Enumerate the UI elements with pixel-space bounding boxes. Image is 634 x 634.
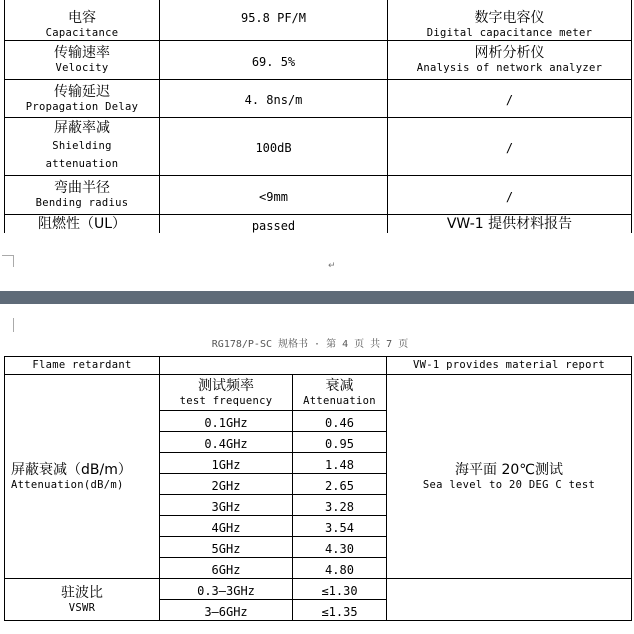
- method-label-en: Digital capacitance meter: [426, 27, 593, 39]
- item-cell: [5, 118, 160, 176]
- atten-header-en: Attenuation: [303, 394, 376, 407]
- atten-value: 0.95: [325, 436, 354, 451]
- page-separator: [0, 291, 634, 304]
- vswr-freq-cell: [160, 600, 293, 621]
- table-row: [5, 357, 632, 375]
- spec-table-top: [4, 0, 632, 235]
- freq-value: 6GHz: [211, 562, 241, 577]
- value-text: 95.8 PF/M: [240, 11, 307, 25]
- attenuation-label-cell: [5, 375, 160, 579]
- value-cell: [160, 80, 388, 118]
- page-header: RG178/P-SC 规格书 · 第 4 页 共 7 页: [211, 339, 409, 350]
- item-cell: [5, 176, 160, 215]
- method-label-en: Analysis of network analyzer: [416, 62, 603, 74]
- freq-cell: [160, 495, 293, 516]
- vswr-empty-cell: [387, 579, 632, 621]
- atten-value: 4.80: [325, 562, 354, 577]
- method-label-zh: VW-1 提供材料报告: [446, 216, 573, 232]
- value-cell: [160, 118, 388, 176]
- atten-header-zh: 衰减: [325, 377, 354, 394]
- table-row: [5, 215, 632, 235]
- freq-header-cell: [160, 375, 293, 411]
- flame-empty-cell: [160, 357, 387, 375]
- paragraph-mark: ↵: [328, 261, 336, 271]
- value-cell: [160, 176, 388, 215]
- atten-header-cell: [293, 375, 387, 411]
- freq-value: 0.1GHz: [204, 415, 248, 430]
- method-label-zh: 网析分析仪: [474, 45, 545, 61]
- freq-cell: [160, 474, 293, 495]
- atten-value: 4.30: [325, 541, 354, 556]
- flame-label: Flame retardant: [32, 359, 132, 371]
- method-cell: [388, 0, 632, 41]
- freq-cell: [160, 411, 293, 432]
- value-cell: [160, 41, 388, 80]
- condition-en: Sea level to 20 DEG C test: [422, 478, 596, 491]
- method-text: /: [505, 93, 514, 107]
- item-label-en: Bending radius: [35, 197, 129, 209]
- value-text: passed: [251, 219, 296, 233]
- table-row: [5, 41, 632, 80]
- item-label-zh: 屏蔽率减: [54, 120, 110, 136]
- condition-zh: 海平面 20℃测试: [455, 461, 563, 478]
- item-label-zh: 电容: [68, 10, 96, 26]
- flame-method: VW-1 provides material report: [412, 359, 606, 371]
- atten-value: 1.48: [325, 457, 354, 472]
- attenuation-label-zh: 屏蔽衰减（dB/m）: [11, 461, 132, 478]
- vswr-label-en: VSWR: [68, 601, 96, 614]
- method-text: /: [505, 141, 514, 155]
- method-cell: [388, 80, 632, 118]
- item-label-zh: 传输速率: [54, 45, 110, 61]
- item-label-en: Capacitance: [45, 27, 119, 39]
- freq-value: 3GHz: [211, 499, 241, 514]
- vswr-freq: 3—6GHz: [204, 604, 248, 619]
- flame-label-cell: [5, 357, 160, 375]
- item-label-en: Propagation Delay: [25, 100, 139, 113]
- table-row: [5, 579, 632, 600]
- freq-cell: [160, 453, 293, 474]
- freq-value: 2GHz: [211, 478, 241, 493]
- table-row: [5, 176, 632, 215]
- attenuation-label-en: Attenuation(dB/m): [11, 478, 124, 491]
- item-label-zh: 阻燃性（UL）: [37, 216, 127, 232]
- item-label-zh: 弯曲半径: [54, 180, 110, 196]
- vswr-label-zh: 驻波比: [61, 584, 103, 601]
- atten-cell: [293, 516, 387, 537]
- table-row: [5, 375, 632, 411]
- vswr-label-cell: [5, 579, 160, 621]
- spec-table-bottom: [4, 356, 632, 621]
- freq-value: 4GHz: [211, 520, 241, 535]
- atten-value: 2.65: [325, 478, 354, 493]
- item-cell: [5, 215, 160, 235]
- method-cell: [388, 41, 632, 80]
- vswr-freq-cell: [160, 579, 293, 600]
- atten-cell: [293, 411, 387, 432]
- freq-value: 1GHz: [211, 457, 241, 472]
- value-cell: [160, 215, 388, 235]
- table-row: [5, 80, 632, 118]
- vswr-value-cell: [293, 600, 387, 621]
- table-row: [5, 118, 632, 176]
- freq-cell: [160, 537, 293, 558]
- flame-method-cell: [387, 357, 632, 375]
- atten-cell: [293, 537, 387, 558]
- atten-cell: [293, 474, 387, 495]
- method-label-zh: 数字电容仪: [474, 10, 545, 26]
- atten-cell: [293, 495, 387, 516]
- value-text: 69. 5%: [251, 54, 296, 69]
- value-text: 100dB: [255, 141, 292, 155]
- table-row: [5, 0, 632, 41]
- vswr-value: ≤1.30: [321, 583, 358, 598]
- method-cell: [388, 176, 632, 215]
- atten-cell: [293, 558, 387, 579]
- freq-cell: [160, 432, 293, 453]
- freq-cell: [160, 516, 293, 537]
- freq-header-zh: 测试频率: [198, 377, 254, 394]
- vswr-freq: 0.3—3GHz: [197, 583, 255, 598]
- item-label-en: Shielding attenuation: [45, 140, 119, 170]
- atten-cell: [293, 453, 387, 474]
- crop-mark: [13, 318, 14, 332]
- freq-value: 5GHz: [211, 541, 241, 556]
- method-cell: [388, 215, 632, 235]
- atten-value: 3.28: [325, 499, 354, 514]
- atten-cell: [293, 432, 387, 453]
- condition-cell: [387, 375, 632, 579]
- item-label-zh: 传输延迟: [54, 83, 110, 100]
- page-bottom-margin: [0, 233, 634, 291]
- vswr-value-cell: [293, 579, 387, 600]
- item-label-en: Velocity: [55, 62, 109, 74]
- method-cell: [388, 118, 632, 176]
- atten-value: 0.46: [325, 415, 354, 430]
- vswr-value: ≤1.35: [321, 604, 358, 619]
- freq-value: 0.4GHz: [204, 436, 248, 451]
- value-text: <9mm: [259, 189, 288, 204]
- freq-header-en: test frequency: [179, 394, 273, 407]
- item-cell: [5, 0, 160, 41]
- value-cell: [160, 0, 388, 41]
- value-text: 4. 8ns/m: [244, 93, 303, 107]
- freq-cell: [160, 558, 293, 579]
- item-cell: [5, 41, 160, 80]
- crop-mark: [13, 255, 14, 267]
- method-text: /: [505, 189, 514, 204]
- atten-value: 3.54: [325, 520, 354, 535]
- item-cell: [5, 80, 160, 118]
